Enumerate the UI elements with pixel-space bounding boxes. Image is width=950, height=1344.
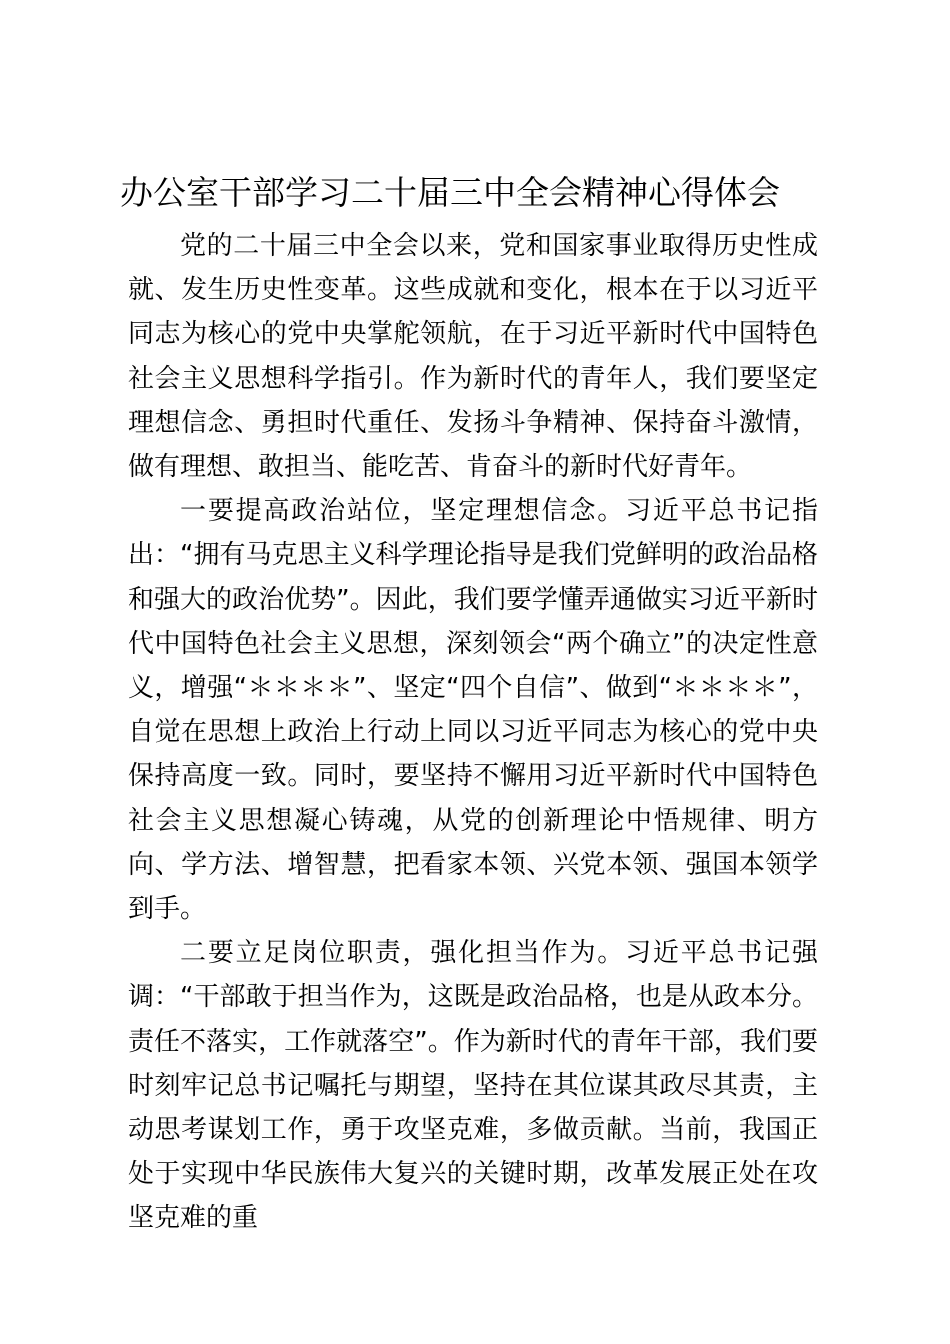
document-title: 办公室干部学习二十届三中全会精神心得体会 [120,173,780,212]
paragraph-intro: 党的二十届三中全会以来，党和国家事业取得历史性成就、发生历史性变革。这些成就和变化，根本在于以习近平同志为核心的党中央掌舵领航，在于习近平新时代中国特色社会主义思想科学指引。作为新时代的青年人，我们要坚定理想信念、勇担时代重任、发扬斗争精神、保持奋斗激情，做有理想、敢担当、能吃苦、肯奋斗的新时代好青年。 [128,231,818,483]
paragraph-first-point: 一要提高政治站位，坚定理想信念。习近平总书记指出：“拥有马克思主义科学理论指导是我们党鲜明的政治品格和强大的政治优势”。因此，我们要学懂弄通做实习近平新时代中国特色社会主义思想，深刻领会“两个确立”的决定性意义，增强“＊＊＊＊”、坚定“四个自信”、做到“＊＊＊＊”，自觉在思想上政治上行动上同以习近平同志为核心的党中央保持高度一致。同时，要坚持不懈用习近平新时代中国特色社会主义思想凝心铸魂，从党的创新理论中悟规律、明方向、学方法、增智慧，把看家本领、兴党本领、强国本领学到手。 [128,496,818,925]
paragraph-second-point: 二要立足岗位职责，强化担当作为。习近平总书记强调：“干部敢于担当作为，这既是政治品格，也是从政本分。责任不落实，工作就落空”。作为新时代的青年干部，我们要时刻牢记总书记嘱托与期望，坚持在其位谋其政尽其责，主动思考谋划工作，勇于攻坚克难，多做贡献。当前，我国正处于实现中华民族伟大复兴的关键时期，改革发展正处在攻坚克难的重 [128,938,818,1234]
document-body [128,224,818,1241]
